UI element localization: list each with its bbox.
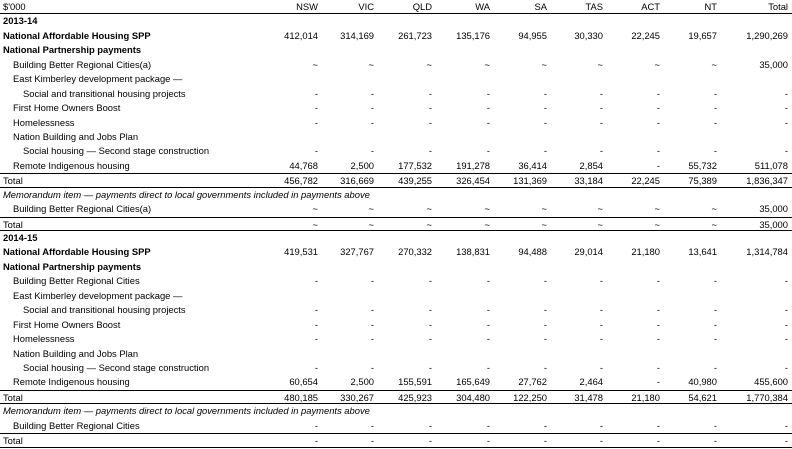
- table-row: [0, 303, 792, 317]
- cell-value: 177,532: [398, 159, 432, 171]
- cell-value: -: [543, 275, 547, 287]
- row-label: National Partnership payments: [3, 260, 142, 272]
- cell-value: 36,414: [518, 159, 547, 171]
- row-label: Homelessness: [13, 333, 75, 345]
- row-label: Total: [3, 175, 23, 187]
- cell-value: -: [543, 419, 547, 431]
- cell-value: -: [599, 435, 603, 447]
- cell-value: -: [599, 275, 603, 287]
- table-row: [0, 433, 792, 447]
- cell-value: -: [784, 145, 788, 157]
- cell-value: 1,770,384: [746, 391, 788, 403]
- cell-value: 21,180: [631, 391, 660, 403]
- cell-value: 22,245: [631, 175, 660, 187]
- cell-value: 1,314,784: [746, 246, 788, 258]
- cell-value: -: [370, 419, 374, 431]
- cell-value: 330,267: [340, 391, 374, 403]
- cell-value: -: [486, 275, 490, 287]
- table-row: [0, 289, 792, 303]
- column-header-qld: QLD: [412, 1, 432, 12]
- cell-value: -: [656, 87, 660, 99]
- cell-value: 419,531: [284, 246, 318, 258]
- cell-value: -: [428, 419, 432, 431]
- row-label: Remote Indigenous housing: [13, 159, 130, 171]
- cell-value: ~: [541, 58, 547, 70]
- row-label: Building Better Regional Cities: [13, 275, 140, 287]
- table-row: [0, 390, 792, 404]
- cell-value: -: [428, 87, 432, 99]
- cell-value: ~: [597, 203, 603, 215]
- row-label: Building Better Regional Cities: [13, 419, 140, 431]
- cell-value: -: [486, 435, 490, 447]
- cell-value: 412,014: [284, 29, 318, 41]
- cell-value: -: [784, 435, 788, 447]
- cell-value: -: [543, 145, 547, 157]
- cell-value: ~: [312, 58, 318, 70]
- cell-value: -: [486, 102, 490, 114]
- cell-value: -: [370, 304, 374, 316]
- cell-value: -: [314, 361, 318, 373]
- row-label: National Partnership payments: [3, 44, 142, 56]
- cell-value: ~: [541, 203, 547, 215]
- cell-value: 122,250: [513, 391, 547, 403]
- cell-value: -: [713, 102, 717, 114]
- cell-value: 27,762: [518, 376, 547, 388]
- cell-value: -: [656, 333, 660, 345]
- cell-value: -: [314, 102, 318, 114]
- row-label: Memorandum item — payments direct to local governments included in payments above: [3, 405, 370, 417]
- cell-value: 94,955: [518, 29, 547, 41]
- cell-value: -: [486, 318, 490, 330]
- row-label: Memorandum item — payments direct to local governments included in payments above: [3, 188, 370, 200]
- table-row: [0, 116, 792, 130]
- cell-value: -: [370, 318, 374, 330]
- cell-value: -: [656, 116, 660, 128]
- cell-value: 13,641: [688, 246, 717, 258]
- cell-value: -: [713, 87, 717, 99]
- cell-value: -: [370, 333, 374, 345]
- table-body: [0, 14, 792, 447]
- cell-value: 75,389: [688, 175, 717, 187]
- cell-value: -: [784, 333, 788, 345]
- cell-value: -: [428, 361, 432, 373]
- cell-value: -: [713, 145, 717, 157]
- column-header-wa: WA: [475, 1, 490, 12]
- cell-value: -: [486, 361, 490, 373]
- cell-value: ~: [426, 203, 432, 215]
- cell-value: 425,923: [398, 391, 432, 403]
- cell-value: 2,500: [350, 376, 374, 388]
- cell-value: -: [599, 87, 603, 99]
- table-row: [0, 375, 792, 389]
- cell-value: -: [713, 275, 717, 287]
- column-header-total: Total: [768, 1, 788, 12]
- cell-value: ~: [711, 218, 717, 230]
- cell-value: -: [314, 318, 318, 330]
- table-row: [0, 347, 792, 361]
- cell-value: -: [428, 275, 432, 287]
- row-label: 2013-14: [3, 15, 38, 27]
- table-row: [0, 217, 792, 231]
- table-row: [0, 231, 792, 245]
- row-label: East Kimberley development package —: [13, 73, 183, 85]
- cell-value: -: [314, 116, 318, 128]
- row-label: Total: [3, 435, 23, 447]
- cell-value: 2,464: [579, 376, 603, 388]
- column-header-vic: VIC: [358, 1, 374, 12]
- cell-value: 1,290,269: [746, 29, 788, 41]
- table-row: [0, 87, 792, 101]
- cell-value: 131,369: [513, 175, 547, 187]
- cell-value: -: [784, 116, 788, 128]
- cell-value: 456,782: [284, 175, 318, 187]
- row-label: Social housing — Second stage construction: [23, 361, 210, 373]
- cell-value: -: [314, 304, 318, 316]
- cell-value: -: [656, 419, 660, 431]
- cell-value: -: [428, 116, 432, 128]
- row-label: Nation Building and Jobs Plan: [13, 347, 139, 359]
- table-row: [0, 260, 792, 274]
- cell-value: -: [656, 435, 660, 447]
- cell-value: -: [314, 435, 318, 447]
- cell-value: -: [784, 419, 788, 431]
- column-header-nsw: NSW: [296, 1, 318, 12]
- cell-value: 44,768: [289, 159, 318, 171]
- table-row: [0, 159, 792, 173]
- cell-value: ~: [654, 218, 660, 230]
- cell-value: 19,657: [688, 29, 717, 41]
- cell-value: -: [428, 435, 432, 447]
- table-row: [0, 361, 792, 375]
- cell-value: -: [599, 304, 603, 316]
- table-row: [0, 101, 792, 115]
- cell-value: -: [656, 376, 660, 388]
- row-label: Nation Building and Jobs Plan: [13, 130, 139, 142]
- cell-value: -: [370, 87, 374, 99]
- cell-value: 22,245: [631, 29, 660, 41]
- table-row: [0, 419, 792, 433]
- cell-value: -: [784, 275, 788, 287]
- cell-value: -: [428, 102, 432, 114]
- row-label: Remote Indigenous housing: [13, 376, 130, 388]
- cell-value: 327,767: [340, 246, 374, 258]
- unit-label: $'000: [3, 1, 26, 12]
- row-label: Building Better Regional Cities(a): [13, 58, 152, 70]
- cell-value: ~: [312, 218, 318, 230]
- row-label: Building Better Regional Cities(a): [13, 203, 152, 215]
- cell-value: -: [370, 435, 374, 447]
- cell-value: 165,649: [456, 376, 490, 388]
- row-label: 2014-15: [3, 232, 38, 243]
- cell-value: -: [656, 102, 660, 114]
- cell-value: 35,000: [759, 203, 788, 215]
- cell-value: 35,000: [759, 218, 788, 230]
- cell-value: -: [713, 318, 717, 330]
- cell-value: ~: [426, 218, 432, 230]
- cell-value: ~: [368, 218, 374, 230]
- table-header-row: [0, 0, 792, 14]
- cell-value: -: [599, 419, 603, 431]
- table-row: [0, 130, 792, 144]
- table-row: [0, 202, 792, 216]
- cell-value: -: [314, 333, 318, 345]
- cell-value: -: [314, 87, 318, 99]
- cell-value: 31,478: [574, 391, 603, 403]
- cell-value: -: [370, 116, 374, 128]
- cell-value: -: [486, 145, 490, 157]
- cell-value: 1,836,347: [746, 175, 788, 187]
- cell-value: -: [784, 304, 788, 316]
- cell-value: ~: [368, 203, 374, 215]
- cell-value: -: [486, 333, 490, 345]
- cell-value: -: [713, 419, 717, 431]
- cell-value: -: [486, 304, 490, 316]
- cell-value: 135,176: [456, 29, 490, 41]
- cell-value: -: [656, 361, 660, 373]
- cell-value: ~: [597, 58, 603, 70]
- cell-value: -: [656, 145, 660, 157]
- cell-value: -: [713, 361, 717, 373]
- row-label: Social and transitional housing projects: [23, 304, 186, 316]
- cell-value: 511,078: [754, 159, 788, 171]
- cell-value: -: [599, 116, 603, 128]
- cell-value: 2,854: [579, 159, 603, 171]
- cell-value: 35,000: [759, 58, 788, 70]
- cell-value: 304,480: [456, 391, 490, 403]
- cell-value: -: [599, 333, 603, 345]
- table-row: [0, 72, 792, 86]
- cell-value: ~: [484, 218, 490, 230]
- table-row: [0, 188, 792, 202]
- cell-value: 326,454: [456, 175, 490, 187]
- cell-value: 439,255: [398, 175, 432, 187]
- cell-value: 94,488: [518, 246, 547, 258]
- cell-value: -: [428, 145, 432, 157]
- cell-value: ~: [426, 58, 432, 70]
- table-row: [0, 29, 792, 43]
- cell-value: 316,669: [340, 175, 374, 187]
- cell-value: -: [428, 318, 432, 330]
- row-label: Social and transitional housing projects: [23, 87, 186, 99]
- cell-value: 21,180: [631, 246, 660, 258]
- cell-value: ~: [711, 203, 717, 215]
- cell-value: -: [656, 275, 660, 287]
- column-header-nt: NT: [704, 1, 717, 12]
- cell-value: -: [543, 87, 547, 99]
- cell-value: ~: [484, 58, 490, 70]
- cell-value: 138,831: [456, 246, 490, 258]
- cell-value: -: [784, 102, 788, 114]
- table-row: [0, 318, 792, 332]
- cell-value: -: [784, 318, 788, 330]
- row-label: Social housing — Second stage construction: [23, 145, 210, 157]
- cell-value: 60,654: [289, 376, 318, 388]
- cell-value: -: [599, 361, 603, 373]
- cell-value: -: [713, 435, 717, 447]
- cell-value: 2,500: [350, 159, 374, 171]
- cell-value: -: [428, 304, 432, 316]
- row-label: Total: [3, 391, 23, 403]
- cell-value: ~: [484, 203, 490, 215]
- cell-value: ~: [711, 58, 717, 70]
- cell-value: 191,278: [456, 159, 490, 171]
- table-row: [0, 173, 792, 187]
- cell-value: 455,600: [754, 376, 788, 388]
- cell-value: -: [656, 159, 660, 171]
- cell-value: 40,980: [688, 376, 717, 388]
- cell-value: -: [599, 102, 603, 114]
- cell-value: -: [656, 304, 660, 316]
- table-row: [0, 14, 792, 28]
- cell-value: 55,732: [688, 159, 717, 171]
- cell-value: -: [370, 361, 374, 373]
- table-row: [0, 332, 792, 346]
- cell-value: -: [314, 145, 318, 157]
- cell-value: -: [784, 87, 788, 99]
- cell-value: 54,621: [688, 391, 717, 403]
- cell-value: -: [486, 116, 490, 128]
- row-label: National Affordable Housing SPP: [3, 29, 151, 41]
- cell-value: -: [543, 318, 547, 330]
- cell-value: ~: [654, 58, 660, 70]
- cell-value: -: [543, 304, 547, 316]
- cell-value: -: [713, 116, 717, 128]
- cell-value: -: [486, 87, 490, 99]
- cell-value: -: [314, 275, 318, 287]
- cell-value: ~: [541, 218, 547, 230]
- cell-value: -: [543, 361, 547, 373]
- cell-value: 270,332: [398, 246, 432, 258]
- table-row: [0, 274, 792, 288]
- cell-value: ~: [368, 58, 374, 70]
- row-label: East Kimberley development package —: [13, 289, 183, 301]
- cell-value: -: [713, 333, 717, 345]
- cell-value: ~: [597, 218, 603, 230]
- cell-value: -: [543, 116, 547, 128]
- cell-value: -: [784, 361, 788, 373]
- row-label: First Home Owners Boost: [13, 318, 121, 330]
- cell-value: -: [599, 145, 603, 157]
- cell-value: 29,014: [574, 246, 603, 258]
- column-header-act: ACT: [641, 1, 660, 12]
- table-row: [0, 144, 792, 158]
- cell-value: 261,723: [398, 29, 432, 41]
- cell-value: 33,184: [574, 175, 603, 187]
- cell-value: -: [543, 333, 547, 345]
- cell-value: ~: [654, 203, 660, 215]
- cell-value: -: [370, 145, 374, 157]
- table-row: [0, 43, 792, 57]
- cell-value: ~: [312, 203, 318, 215]
- cell-value: -: [314, 419, 318, 431]
- cell-value: -: [370, 102, 374, 114]
- table-row: [0, 404, 792, 418]
- cell-value: -: [713, 304, 717, 316]
- cell-value: -: [428, 333, 432, 345]
- column-header-sa: SA: [534, 1, 547, 12]
- row-label: Total: [3, 218, 23, 230]
- cell-value: 155,591: [398, 376, 432, 388]
- column-header-tas: TAS: [585, 1, 603, 12]
- cell-value: 314,169: [340, 29, 374, 41]
- cell-value: 480,185: [284, 391, 318, 403]
- cell-value: -: [543, 102, 547, 114]
- cell-value: 30,330: [574, 29, 603, 41]
- table-row: [0, 245, 792, 259]
- row-label: Homelessness: [13, 116, 75, 128]
- cell-value: -: [370, 275, 374, 287]
- cell-value: -: [543, 435, 547, 447]
- cell-value: -: [486, 419, 490, 431]
- cell-value: -: [656, 318, 660, 330]
- cell-value: -: [599, 318, 603, 330]
- table-row: [0, 58, 792, 72]
- row-label: National Affordable Housing SPP: [3, 246, 151, 258]
- row-label: First Home Owners Boost: [13, 102, 121, 114]
